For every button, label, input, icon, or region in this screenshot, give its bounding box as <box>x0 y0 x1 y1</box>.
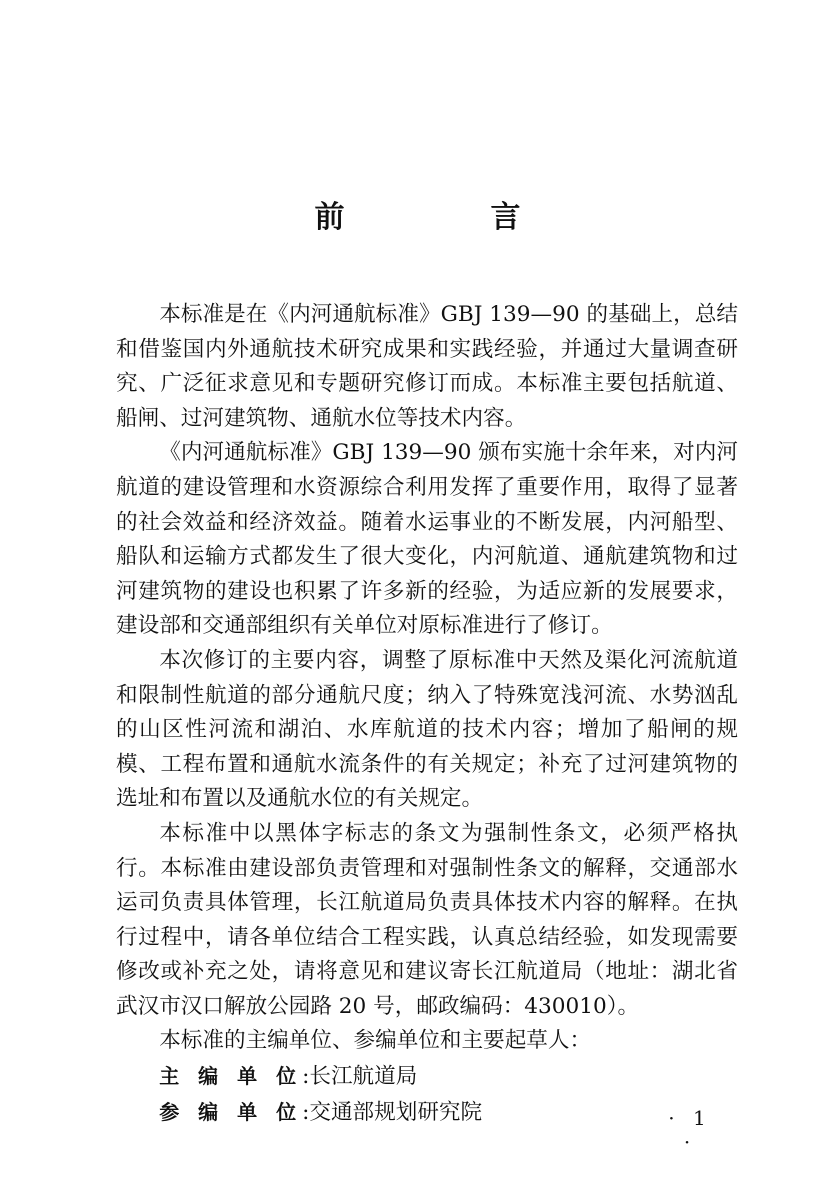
paragraph-5: 本标准的主编单位、参编单位和主要起草人： <box>159 1028 592 1054</box>
page-title: 前 言 <box>314 200 579 235</box>
chief-unit-colon: : <box>302 1064 310 1090</box>
chief-unit-value: 长江航道局 <box>309 1064 418 1090</box>
chief-unit-line <box>116 1059 738 1095</box>
participating-unit-label: 参 编 单 位 <box>159 1099 303 1124</box>
participating-unit-line <box>116 1095 738 1131</box>
chief-unit-label: 主 编 单 位 <box>159 1064 303 1089</box>
participating-unit-colon: : <box>302 1099 310 1125</box>
paragraph-1: 本标准是在《内河通航标准》GBJ 139—90 的基础上，总结和借鉴国内外通航技术研究成果和实践经验，并通过大量调查研究、广泛征求意见和专题研究修订而成。本标准主要包括航道、船闸、过河建筑物、通航水位等技术内容。 <box>116 302 738 431</box>
body-text <box>116 298 738 1130</box>
paragraph-4: 本标准中以黑体字标志的条文为强制性条文，必须严格执行。本标准由建设部负责管理和对强制性条文的解释，交通部水运司负责具体管理，长江航道局负责具体技术内容的解释。在执行过程中，请各单位结合工程实践，认真总结经验，如发现需要修改或补充之处，请将意见和建议寄长江航道局（地址：湖北省武汉市汉口解放公园路 20 号，邮政编码：430010）。 <box>116 820 738 1019</box>
paragraph-2: 《内河通航标准》GBJ 139—90 颁布实施十余年来，对内河航道的建设管理和水资源综合利用发挥了重要作用，取得了显著的社会效益和经济效益。随着水运事业的不断发展，内河船型、船队和运输方式都发生了很大变化，内河航道、通航建筑物和过河建筑物的建设也积累了许多新的经验，为适应新的发展要求，建设部和交通部组织有关单位对原标准进行了修订。 <box>116 440 738 639</box>
participating-unit-value: 交通部规划研究院 <box>309 1099 483 1125</box>
page-number: · 1 · <box>668 1106 712 1154</box>
paragraph-3: 本次修订的主要内容，调整了原标准中天然及渠化河流航道和限制性航道的部分通航尺度；纳入了特殊宽浅河流、水势汹乱的山区性河流和湖泊、水库航道的技术内容；增加了船闸的规模、工程布置和通航水流条件的有关规定；补充了过河建筑物的选址和布置以及通航水位的有关规定。 <box>116 647 738 812</box>
